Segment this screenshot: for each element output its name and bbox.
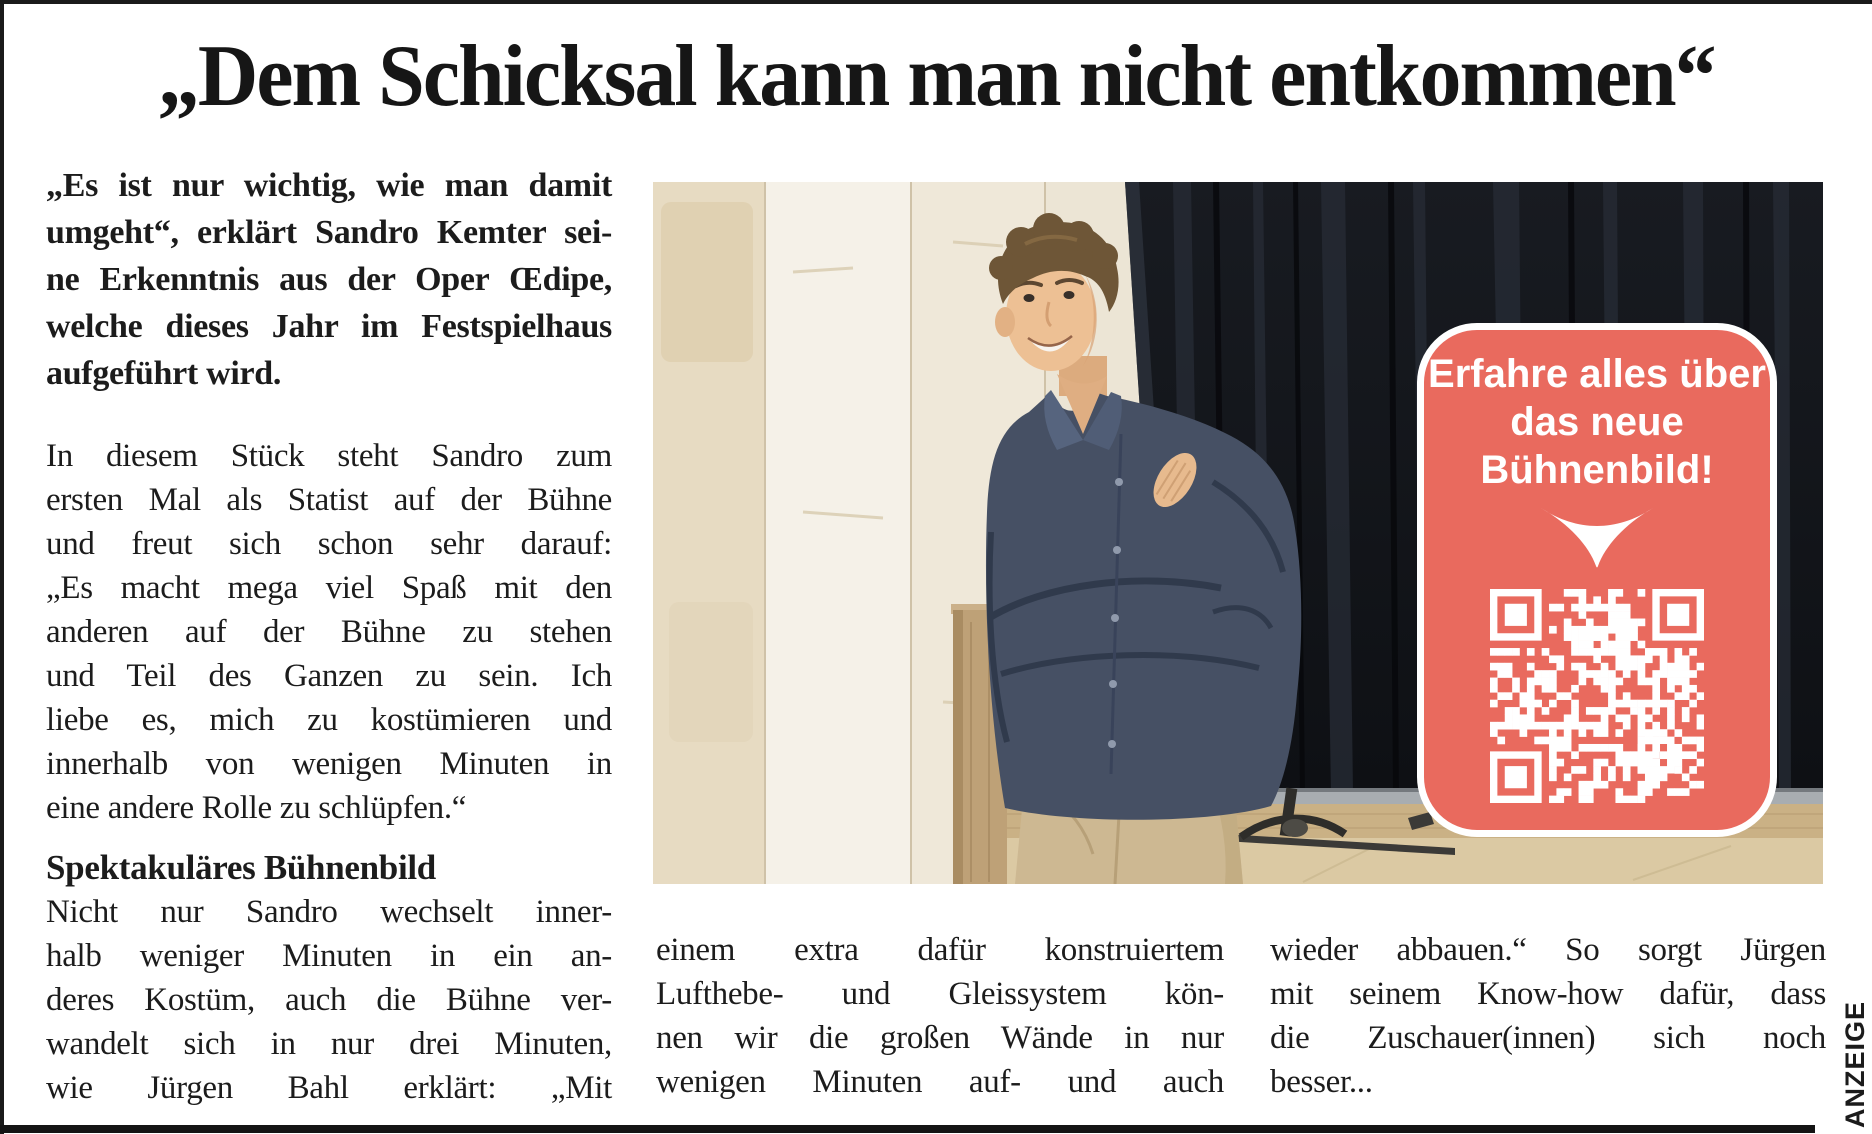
clipping-top-edge [0, 0, 1872, 4]
column-3: wieder abbauen.“ So sorgt Jürgen mit seinem Know-how dafür, dass die Zuschauer(innen) sich noch besser... [1270, 932, 1826, 1100]
down-arrow-icon [1424, 506, 1770, 575]
headline-text: „Dem Schicksal kann man nicht entkommen“ [157, 28, 1715, 125]
qr-promo-text: Erfahre alles über das neue Bühnenbild! [1428, 352, 1766, 492]
headline [0, 26, 1872, 127]
paragraph-2: Nicht nur Sandro wechselt inner- halb weniger Minuten in ein an- deres Kostüm, auch die Bühne ver- wandelt sich in nur drei Minuten, wie Jürgen Bahl erklärt: „Mit [46, 894, 612, 1106]
qr-code [1490, 589, 1704, 803]
qr-promo-box [1417, 323, 1777, 837]
subheading: Spektakuläres Bühnenbild [46, 848, 436, 887]
clipping-left-edge [0, 0, 4, 1134]
paragraph-1: In diesem Stück steht Sandro zum ersten Mal als Statist auf der Bühne und freut sich schon sehr darauf: „Es macht mega viel Spaß mit den anderen auf der Bühne zu stehen und Teil des Ganzen zu sein. Ich liebe es, mich zu kostümieren und innerhalb von wenigen Minuten in eine andere Rolle zu schlüpfen.“ [46, 438, 612, 826]
anzeige-label: ANZEIGE [1840, 1000, 1870, 1128]
column-2: einem extra dafür konstruiertem Lufthebe- und Gleissystem kön- nen wir die großen Wände in nur wenigen Minuten auf- und auch [656, 932, 1224, 1100]
intro-paragraph: „Es ist nur wichtig, wie man damit umgeht“, erklärt Sandro Kemter sei- ne Erkenntnis aus der Oper Œdipe, welche dieses Jahr im Festspielhaus aufgeführt wird. [46, 167, 612, 392]
clipping-bottom-rule [0, 1125, 1815, 1133]
